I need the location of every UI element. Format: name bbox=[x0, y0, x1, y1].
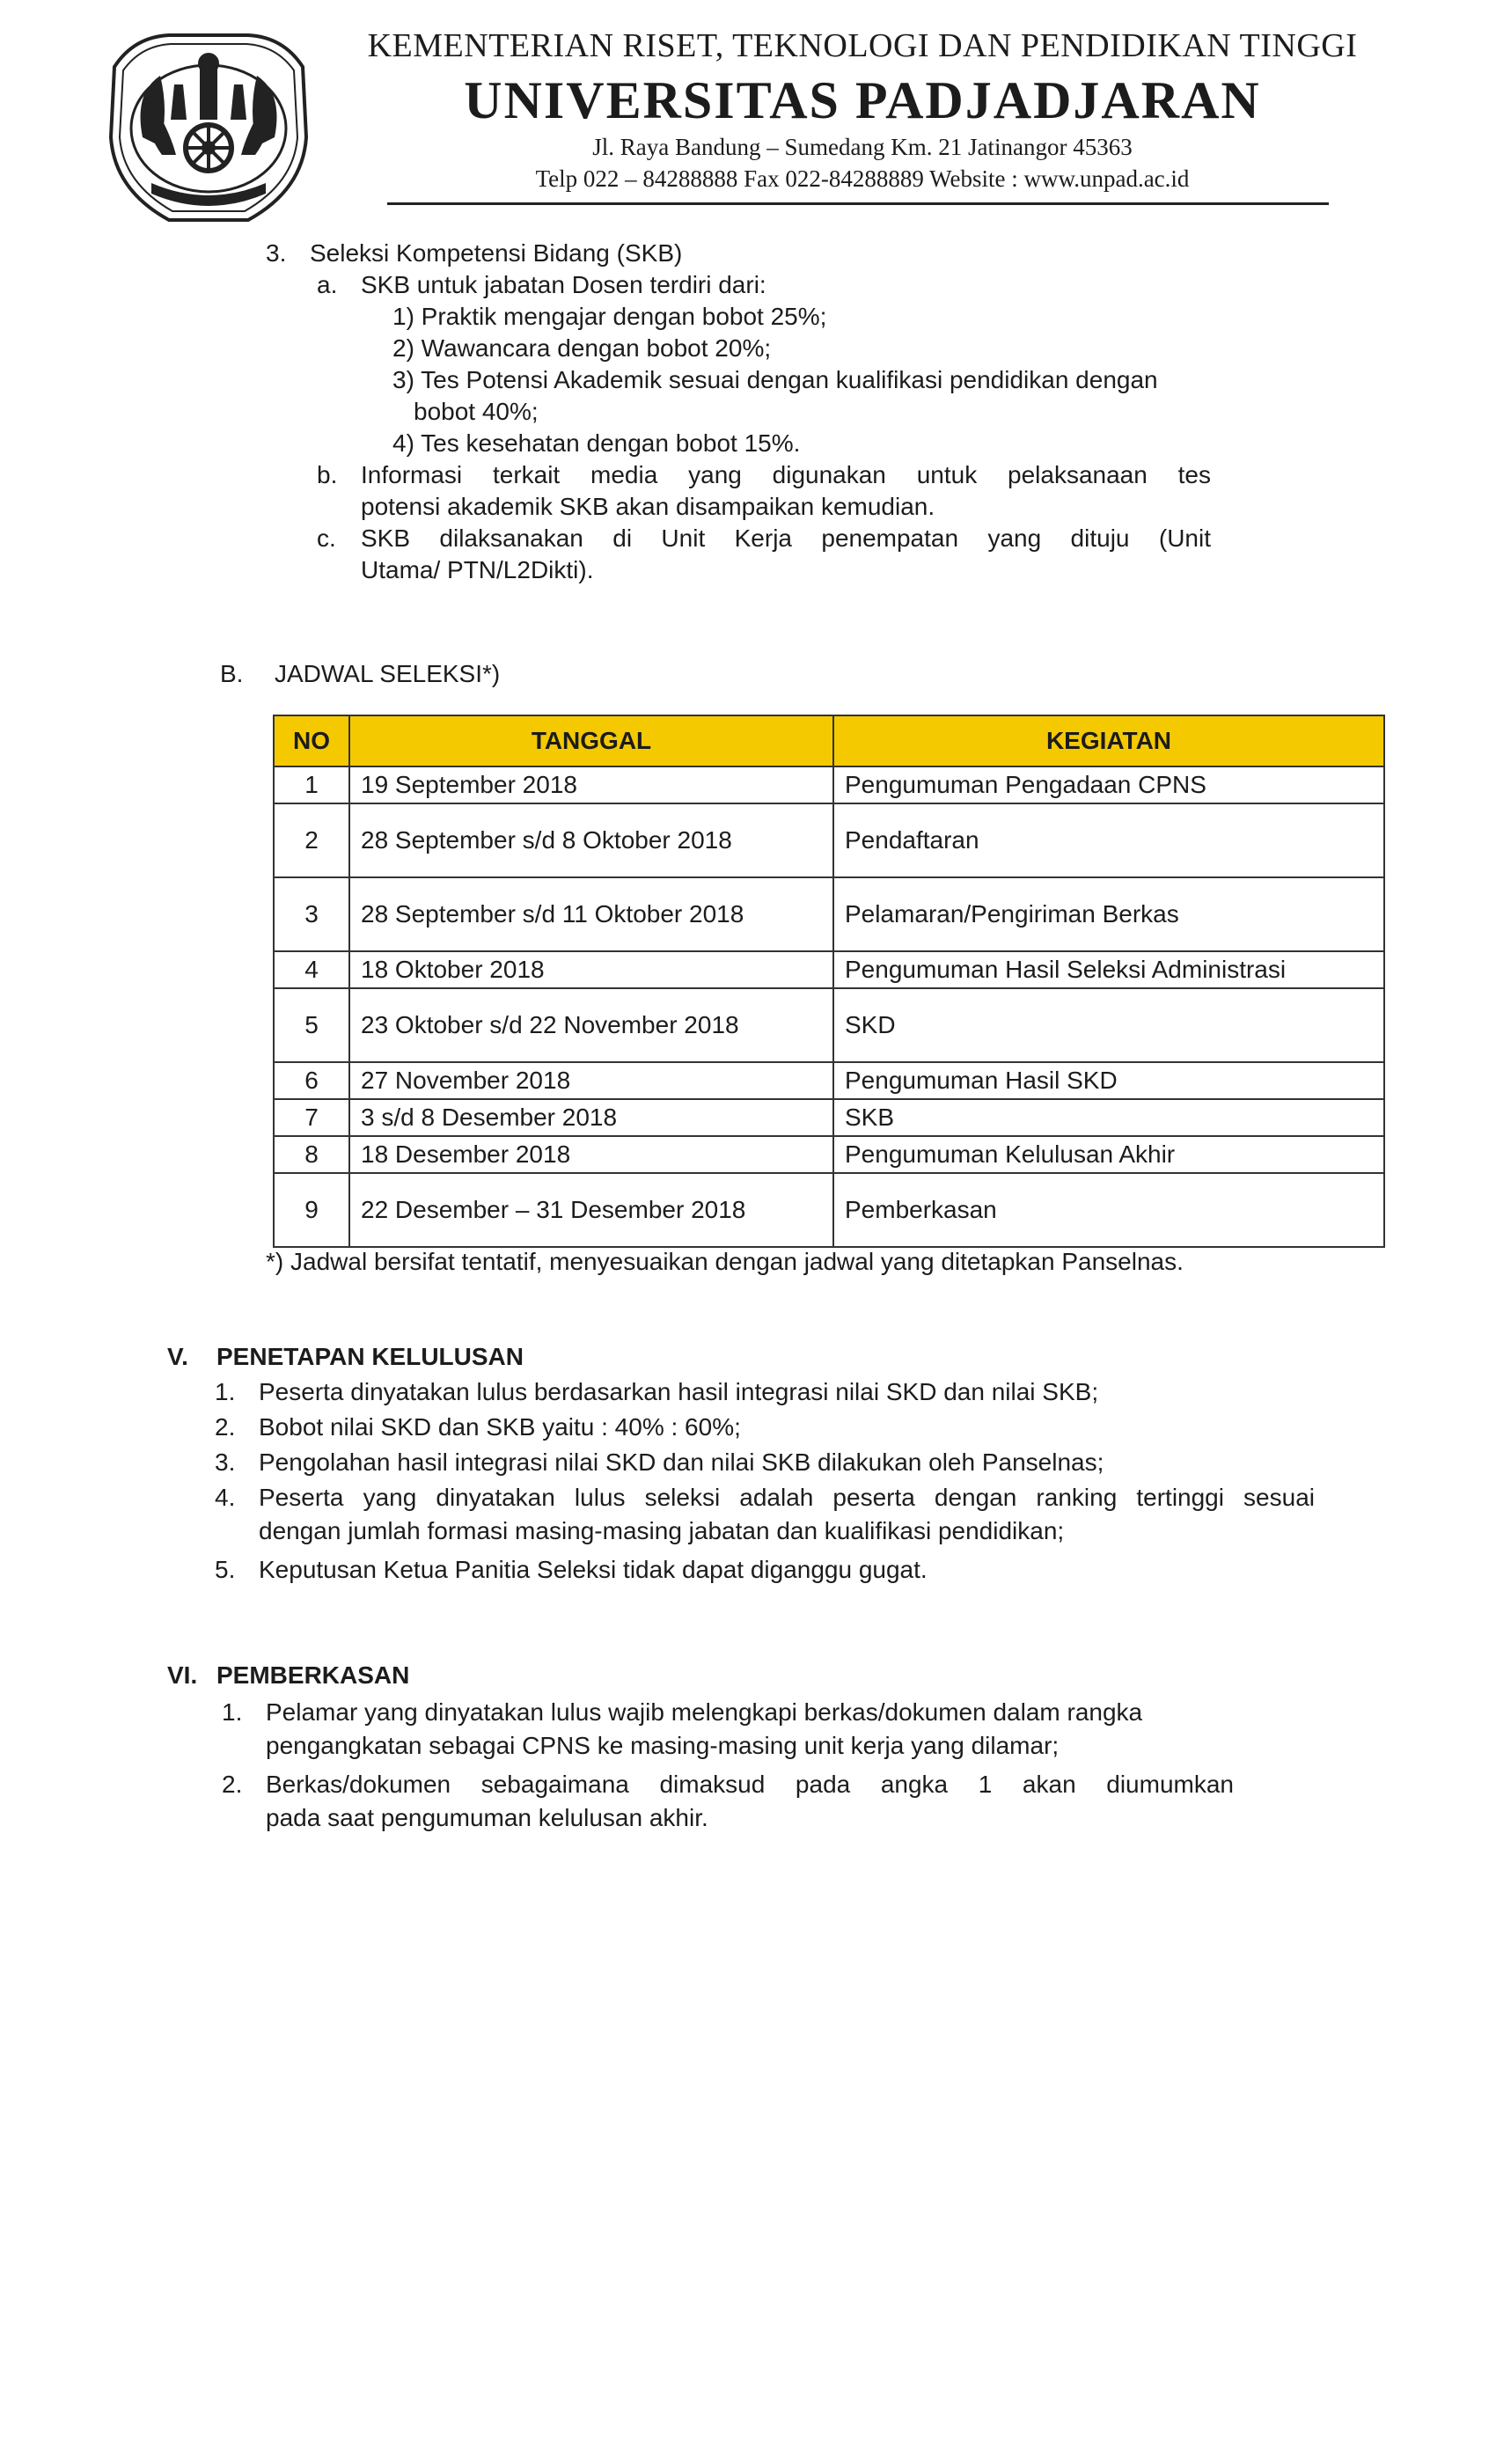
section5-title: PENETAPAN KELULUSAN bbox=[216, 1343, 524, 1370]
table-row bbox=[274, 988, 1384, 1062]
table-row bbox=[274, 1136, 1384, 1173]
row-no: 6 bbox=[274, 1062, 349, 1099]
section5-label: V. bbox=[167, 1343, 188, 1370]
section5-item-text: Peserta dinyatakan lulus berdasarkan hasil integrasi nilai SKD dan nilai SKB; bbox=[259, 1378, 1099, 1405]
skb-b-text: Informasi terkait media yang digunakan untuk pelaksanaan tes bbox=[361, 461, 1211, 488]
section5-item-number: 3. bbox=[215, 1448, 236, 1476]
section5-item-text: Peserta yang dinyatakan lulus seleksi adalah peserta dengan ranking tertinggi sesuai bbox=[259, 1484, 1315, 1511]
header-tanggal: TANGGAL bbox=[349, 715, 833, 766]
skb-b-text-continued: potensi akademik SKB akan disampaikan kemudian. bbox=[361, 493, 935, 520]
table-header-row bbox=[274, 715, 1384, 766]
row-tanggal: 27 November 2018 bbox=[349, 1062, 833, 1099]
table-row bbox=[274, 803, 1384, 877]
skb-b-label: b. bbox=[317, 461, 338, 488]
row-kegiatan: SKD bbox=[833, 988, 1384, 1062]
skb-c-text-continued: Utama/ PTN/L2Dikti). bbox=[361, 556, 594, 583]
ministry-name: KEMENTERIAN RISET, TEKNOLOGI DAN PENDIDIKAN TINGGI bbox=[367, 27, 1358, 64]
university-name: UNIVERSITAS PADJADJARAN bbox=[464, 71, 1261, 129]
skb-c-label: c. bbox=[317, 524, 336, 552]
section6-item-text: Pelamar yang dinyatakan lulus wajib melengkapi berkas/dokumen dalam rangka bbox=[266, 1698, 1143, 1726]
letterhead-address: Jl. Raya Bandung – Sumedang Km. 21 Jatinangor 45363 bbox=[592, 134, 1133, 160]
row-no: 5 bbox=[274, 988, 349, 1062]
header-no: NO bbox=[274, 715, 349, 766]
row-kegiatan: Pengumuman Hasil Seleksi Administrasi bbox=[833, 951, 1384, 988]
section5-item-text: Bobot nilai SKD dan SKB yaitu : 40% : 60%; bbox=[259, 1413, 741, 1441]
section5-item-text: Keputusan Ketua Panitia Seleksi tidak dapat diganggu gugat. bbox=[259, 1556, 928, 1583]
row-kegiatan: Pengumuman Hasil SKD bbox=[833, 1062, 1384, 1099]
skb-item: 2) Wawancara dengan bobot 20%; bbox=[392, 334, 772, 362]
row-tanggal: 18 Oktober 2018 bbox=[349, 951, 833, 988]
header-kegiatan: KEGIATAN bbox=[833, 715, 1384, 766]
row-tanggal: 28 September s/d 8 Oktober 2018 bbox=[349, 803, 833, 877]
row-no: 8 bbox=[274, 1136, 349, 1173]
section6-item-text: Berkas/dokumen sebagaimana dimaksud pada angka 1 akan diumumkan bbox=[266, 1771, 1234, 1798]
row-tanggal: 23 Oktober s/d 22 November 2018 bbox=[349, 988, 833, 1062]
letterhead-contact: Telp 022 – 84288888 Fax 022-84288889 Website : www.unpad.ac.id bbox=[535, 165, 1190, 192]
skb-item: 1) Praktik mengajar dengan bobot 25%; bbox=[392, 303, 827, 330]
table-row bbox=[274, 1173, 1384, 1247]
row-tanggal: 28 September s/d 11 Oktober 2018 bbox=[349, 877, 833, 951]
row-no: 3 bbox=[274, 877, 349, 951]
table-row bbox=[274, 951, 1384, 988]
jadwal-footnote: *) Jadwal bersifat tentatif, menyesuaikan dengan jadwal yang ditetapkan Panselnas. bbox=[266, 1248, 1184, 1275]
letterhead-divider bbox=[387, 202, 1329, 205]
row-tanggal: 3 s/d 8 Desember 2018 bbox=[349, 1099, 833, 1136]
jadwal-title: JADWAL SELEKSI*) bbox=[275, 660, 501, 687]
row-kegiatan: Pendaftaran bbox=[833, 803, 1384, 877]
section5-item-number: 5. bbox=[215, 1556, 236, 1583]
unpad-emblem-icon bbox=[107, 32, 310, 225]
table-row bbox=[274, 1062, 1384, 1099]
row-kegiatan: SKB bbox=[833, 1099, 1384, 1136]
skb-a-label: a. bbox=[317, 271, 338, 298]
section5-item-text-continued: dengan jumlah formasi masing-masing jabatan dan kualifikasi pendidikan; bbox=[259, 1517, 1065, 1544]
row-tanggal: 19 September 2018 bbox=[349, 766, 833, 803]
skb-a-text: SKB untuk jabatan Dosen terdiri dari: bbox=[361, 271, 766, 298]
section6-label: VI. bbox=[167, 1661, 198, 1689]
section6-item-number: 1. bbox=[222, 1698, 243, 1726]
skb-item: 4) Tes kesehatan dengan bobot 15%. bbox=[392, 429, 801, 457]
skb-number: 3. bbox=[266, 239, 287, 267]
row-tanggal: 22 Desember – 31 Desember 2018 bbox=[349, 1173, 833, 1247]
section5-item-number: 2. bbox=[215, 1413, 236, 1441]
skb-item: 3) Tes Potensi Akademik sesuai dengan kualifikasi pendidikan dengan bbox=[392, 366, 1158, 393]
jadwal-label: B. bbox=[220, 660, 244, 687]
skb-item-continued: bobot 40%; bbox=[414, 398, 539, 425]
skb-title: Seleksi Kompetensi Bidang (SKB) bbox=[310, 239, 683, 267]
table-row bbox=[274, 877, 1384, 951]
table-row bbox=[274, 766, 1384, 803]
row-no: 4 bbox=[274, 951, 349, 988]
table-row bbox=[274, 1099, 1384, 1136]
section6-title: PEMBERKASAN bbox=[216, 1661, 410, 1689]
row-kegiatan: Pengumuman Pengadaan CPNS bbox=[833, 766, 1384, 803]
row-kegiatan: Pemberkasan bbox=[833, 1173, 1384, 1247]
skb-c-text: SKB dilaksanakan di Unit Kerja penempatan yang dituju (Unit bbox=[361, 524, 1211, 552]
section6-item-number: 2. bbox=[222, 1771, 243, 1798]
row-tanggal: 18 Desember 2018 bbox=[349, 1136, 833, 1173]
row-kegiatan: Pengumuman Kelulusan Akhir bbox=[833, 1136, 1384, 1173]
row-no: 9 bbox=[274, 1173, 349, 1247]
schedule-table bbox=[273, 715, 1385, 1248]
section6-item-text-continued: pengangkatan sebagai CPNS ke masing-masing unit kerja yang dilamar; bbox=[266, 1732, 1060, 1759]
row-no: 7 bbox=[274, 1099, 349, 1136]
row-no: 2 bbox=[274, 803, 349, 877]
section5-item-number: 1. bbox=[215, 1378, 236, 1405]
row-no: 1 bbox=[274, 766, 349, 803]
row-kegiatan: Pelamaran/Pengiriman Berkas bbox=[833, 877, 1384, 951]
section5-item-number: 4. bbox=[215, 1484, 236, 1511]
section5-item-text: Pengolahan hasil integrasi nilai SKD dan nilai SKB dilakukan oleh Panselnas; bbox=[259, 1448, 1104, 1476]
section6-item-text-continued: pada saat pengumuman kelulusan akhir. bbox=[266, 1804, 708, 1831]
